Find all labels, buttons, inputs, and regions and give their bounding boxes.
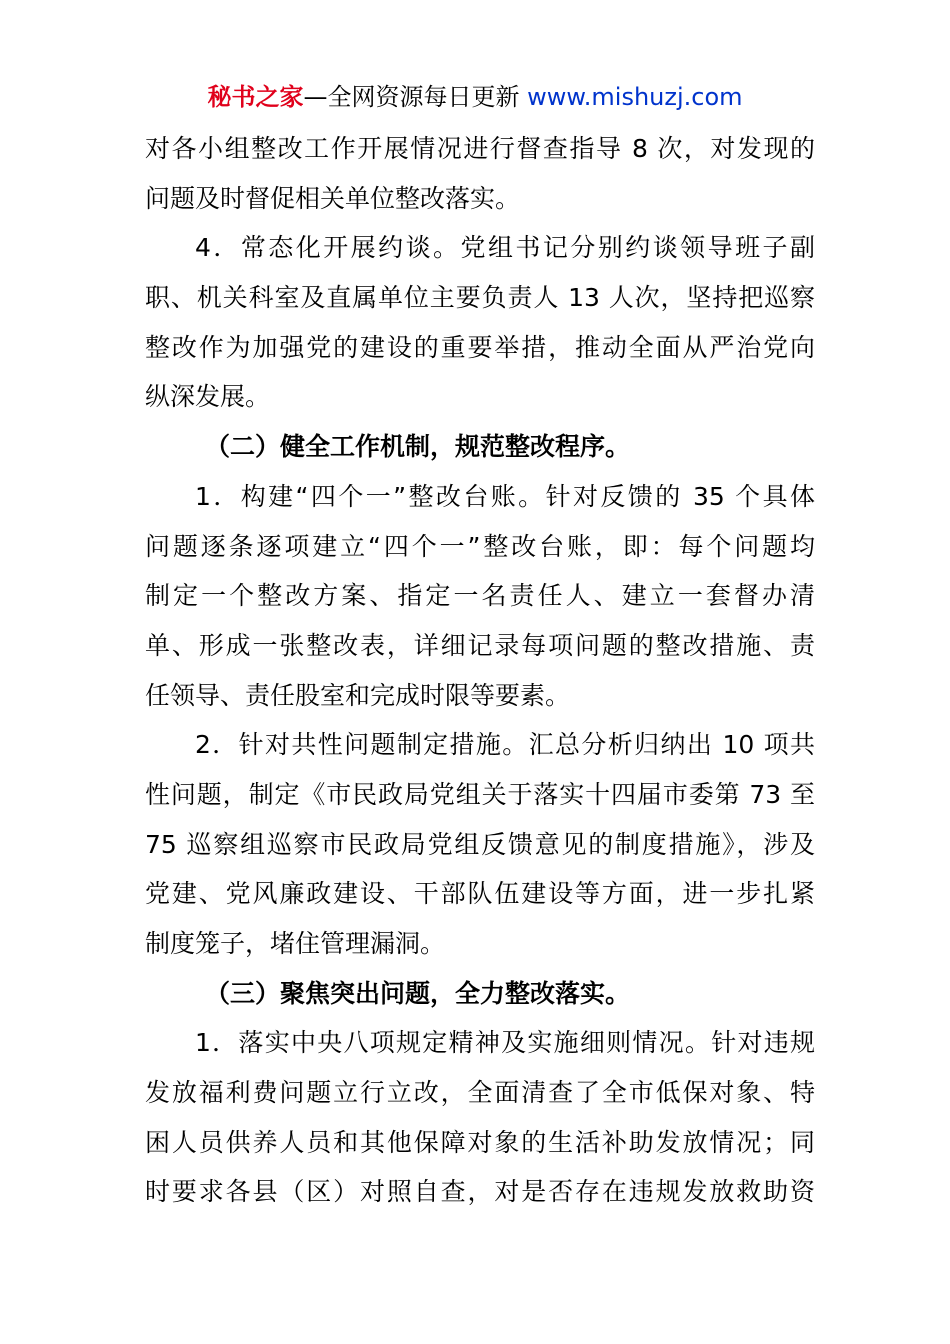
text-line: 制定一个整改方案、指定一名责任人、建立一套督办清 <box>145 581 815 611</box>
text-line: 制度笼子，堵住管理漏洞。 <box>145 929 446 958</box>
text-line: 发放福利费问题立行立改，全面清查了全市低保对象、特 <box>145 1078 815 1108</box>
text-line: 2．针对共性问题制定措施。汇总分析归纳出 10 项共 <box>195 730 815 760</box>
site-brand: 秘书之家 <box>207 83 304 111</box>
text-line: 1．落实中央八项规定精神及实施细则情况。针对违规 <box>195 1028 815 1058</box>
text-line: 1．构建“四个一”整改台账。针对反馈的 35 个具体 <box>195 481 815 511</box>
text-line: 时要求各县（区）对照自查，对是否存在违规发放救助资 <box>145 1177 815 1207</box>
text-line: 性问题，制定《市民政局党组关于落实十四届市委第 73 至 <box>145 779 815 809</box>
section-heading: （二）健全工作机制，规范整改程序。 <box>205 432 631 462</box>
text-line: 纵深发展。 <box>145 382 271 412</box>
text-line: 职、机关科室及直属单位主要负责人 13 人次，坚持把巡察 <box>145 283 815 313</box>
site-tagline: —全网资源每日更新 <box>303 83 528 111</box>
text-line: 单、形成一张整改表，详细记录每项问题的整改措施、责 <box>145 630 815 660</box>
text-line: 问题及时督促相关单位整改落实。 <box>145 183 521 213</box>
document-body <box>145 124 815 1217</box>
text-line: 整改作为加强党的建设的重要举措，推动全面从严治党向 <box>145 332 815 362</box>
section-heading: （三）聚焦突出问题，全力整改落实。 <box>205 978 631 1008</box>
text-line: 75 巡察组巡察市民政局党组反馈意见的制度措施》，涉及 <box>145 829 815 859</box>
text-line: 任领导、责任股室和完成时限等要素。 <box>145 680 571 710</box>
text-line: 对各小组整改工作开展情况进行督查指导 8 次，对发现的 <box>145 134 815 163</box>
text-line: 党建、党风廉政建设、干部队伍建设等方面，进一步扎紧 <box>145 879 815 909</box>
site-url-link[interactable]: www.mishuzj.com <box>527 83 743 111</box>
text-line: 4．常态化开展约谈。党组书记分别约谈领导班子副 <box>195 233 815 263</box>
page-header <box>0 80 950 114</box>
text-line: 问题逐条逐项建立“四个一”整改台账，即：每个问题均 <box>145 531 815 561</box>
text-line: 困人员供养人员和其他保障对象的生活补助发放情况；同 <box>145 1127 815 1157</box>
